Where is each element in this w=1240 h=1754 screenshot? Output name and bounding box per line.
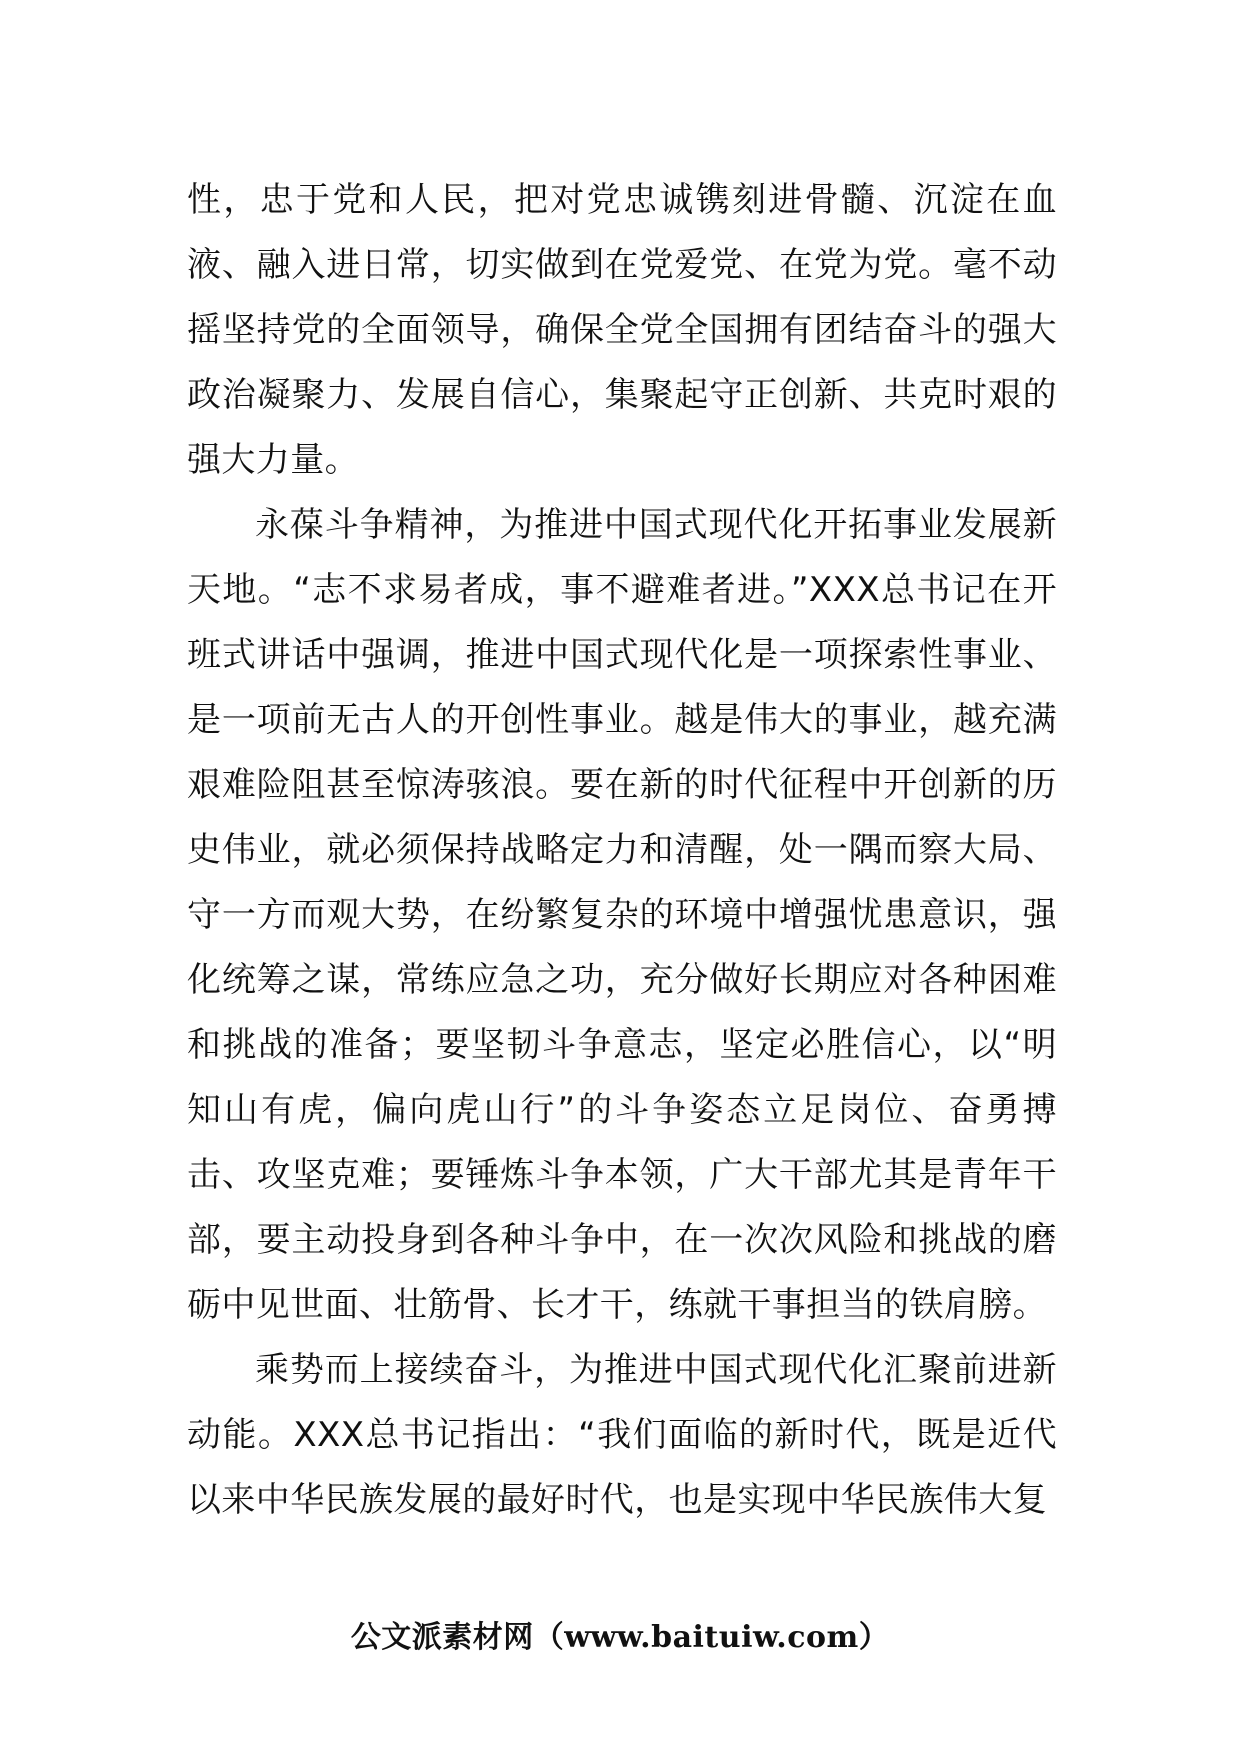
paragraph-continuation [187,168,1057,493]
document-body [187,168,1057,1533]
paragraph-text: 性，忠于党和人民，把对党忠诚镌刻进骨髓、沉淀在血液、融入进日常，切实做到在党爱党、在党为党。毫不动摇坚持党的全面领导，确保全党全国拥有团结奋斗的强大政治凝聚力、发展自信心，集聚起守正创新、共克时艰的强大力量。 [187,180,1057,480]
paragraph-text: “志不求易者成，事不避难者进。”XXX总书记在开班式讲话中强调，推进中国式现代化是一项探索性事业、是一项前无古人的开创性事业。越是伟大的事业，越充满艰难险阻甚至惊涛骇浪。要在新的时代征程中开创新的历史伟业，就必须保持战略定力和清醒，处一隅而察大局、守一方而观大势，在纷繁复杂的环境中增强忧患意识，强化统筹之谋，常练应急之功，充分做好长期应对各种困难和挑战的准备；要坚韧斗争意志，坚定必胜信心，以“明知山有虎，偏向虎山行”的斗争姿态立足岗位、奋勇搏击、攻坚克难；要锤炼斗争本领，广大干部尤其是青年干部，要主动投身到各种斗争中，在一次次风险和挑战的磨砺中见世面、壮筋骨、长才干，练就干事担当的铁肩膀。 [187,570,1058,1325]
paragraph-momentum [187,1338,1057,1533]
paragraph-text: XXX总书记指出：“我们面临的新时代，既是近代以来中华民族发展的最好时代，也是实现中华民族伟大复 [187,1415,1057,1520]
paragraph-lead-sentence: 乘势而上接续奋斗，为推进中国式现代化汇聚前进新动能。 [187,1350,1057,1455]
page-footer-watermark: 公文派素材网（www.baituiw.com） [350,1620,890,1655]
paragraph-lead-sentence: 永葆斗争精神，为推进中国式现代化开拓事业发展新天地。 [187,505,1057,610]
paragraph-struggle-spirit [187,493,1057,1338]
